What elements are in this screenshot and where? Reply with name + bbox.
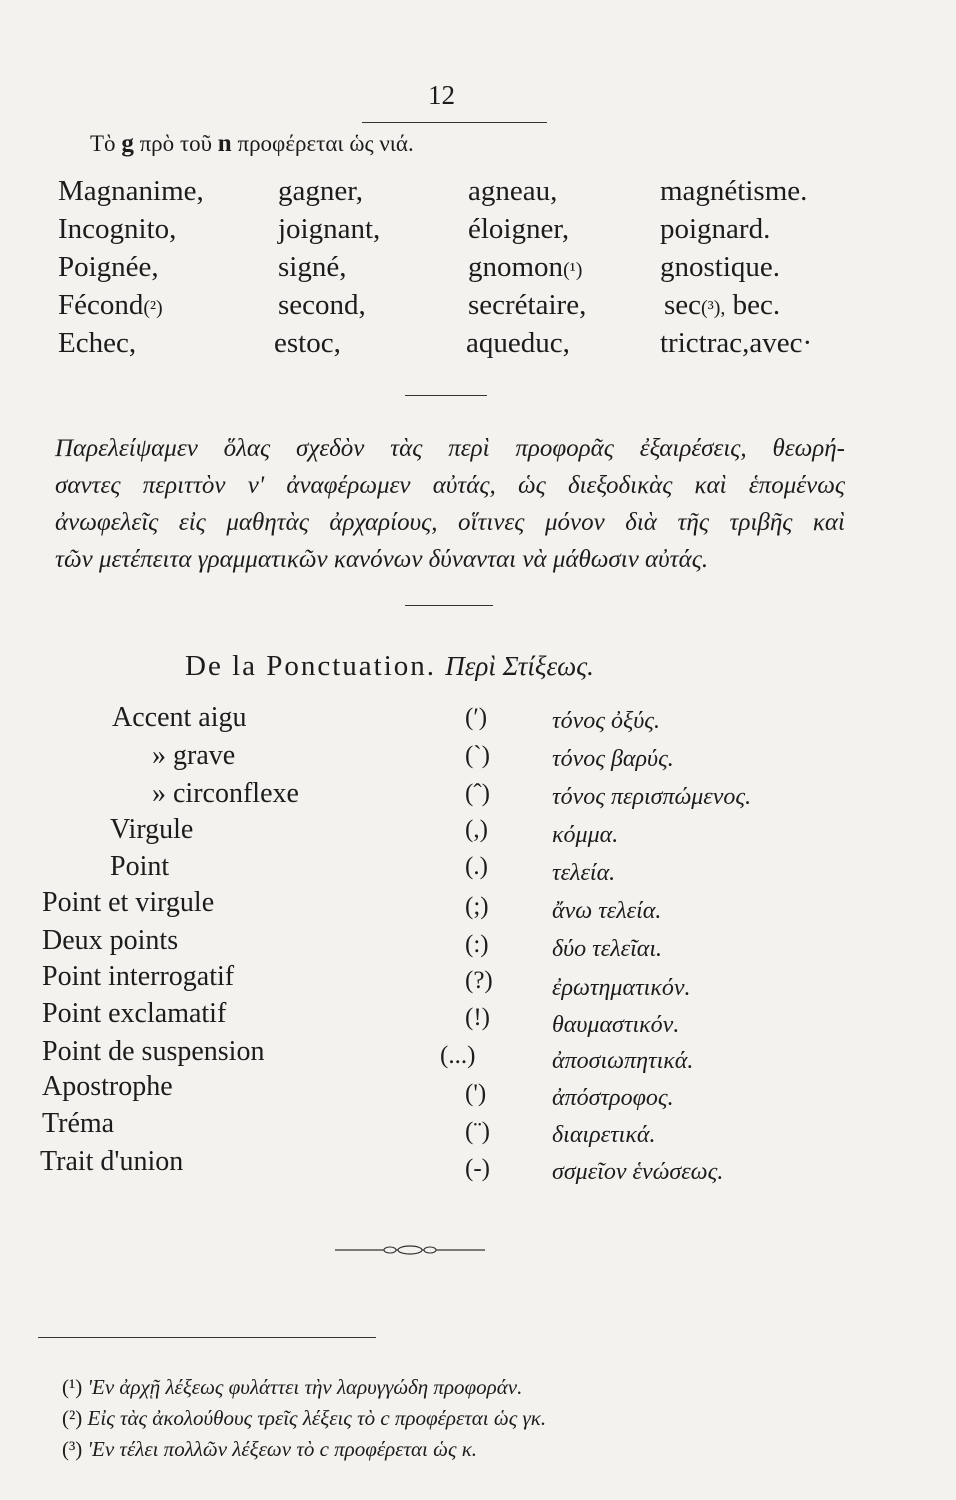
punct-name: Virgule bbox=[110, 814, 194, 845]
footnote-1 bbox=[62, 1375, 522, 1400]
greek-paragraph bbox=[55, 430, 845, 578]
punct-symbol: (;) bbox=[465, 893, 489, 920]
paragraph-line: Παρελείψαμεν ὅλας σχεδὸν τὰς περὶ προφορᾶς ἐξαιρέσεις, θεωρή- bbox=[55, 435, 845, 462]
punct-symbol: (,) bbox=[465, 816, 488, 843]
punct-greek: τελεία. bbox=[552, 860, 616, 886]
punct-name: Apostrophe bbox=[42, 1071, 173, 1102]
punct-symbol: (ʹ) bbox=[465, 704, 488, 731]
punct-name: Point interrogatif bbox=[42, 961, 235, 992]
punct-name: Point et virgule bbox=[42, 887, 215, 918]
intro-letter-n: n bbox=[217, 130, 232, 157]
example-word: Fécond bbox=[58, 289, 144, 321]
punct-symbol: (ˆ) bbox=[465, 780, 490, 807]
section-heading bbox=[185, 650, 594, 683]
ornament-divider bbox=[335, 1240, 485, 1260]
example-word-sec bbox=[664, 289, 780, 322]
punct-greek: θαυμαστικόν. bbox=[552, 1012, 680, 1038]
punct-greek: τόνος ὀξύς. bbox=[552, 708, 661, 734]
section-rule bbox=[405, 395, 487, 396]
footnote-ref-3: (³), bbox=[701, 297, 726, 319]
paragraph-line: τῶν μετέπειτα γραμματικῶν κανόνων δύνανται νὰ μάθωσιν αὐτάς. bbox=[55, 546, 709, 573]
example-word: trictrac,avec· bbox=[660, 327, 813, 359]
punct-greek: δύο τελεῖαι. bbox=[552, 936, 663, 962]
example-word: gnomon bbox=[468, 251, 564, 283]
punct-symbol: (...) bbox=[440, 1042, 476, 1069]
punct-name: Accent aigu bbox=[112, 702, 247, 733]
punct-name: » circonflexe bbox=[152, 778, 299, 809]
example-word: Magnanime, bbox=[58, 175, 204, 207]
punct-name: » grave bbox=[152, 740, 236, 771]
punct-greek: τόνος περισπώμενος. bbox=[552, 784, 752, 810]
punct-greek: σσμεῖον ἑνώσεως. bbox=[552, 1159, 724, 1185]
footnote-rule bbox=[38, 1337, 376, 1338]
punct-name: Trait d'union bbox=[40, 1146, 184, 1177]
punct-name: Point de suspension bbox=[42, 1036, 265, 1067]
header-rule bbox=[362, 122, 547, 123]
footnote-text: 'Εν τέλει πολλῶν λέξεων τὸ c προφέρεται ὡς κ. bbox=[87, 1437, 478, 1461]
example-word: gnostique. bbox=[660, 251, 781, 283]
example-word: Poignée, bbox=[58, 251, 159, 283]
punct-symbol: (:) bbox=[465, 931, 489, 958]
punct-name: Tréma bbox=[42, 1108, 115, 1139]
punct-greek: ἀπόστροφος. bbox=[552, 1085, 674, 1111]
section-rule bbox=[405, 605, 493, 606]
footnote-2 bbox=[62, 1406, 546, 1431]
footnote-text: Εἰς τὰς ἀκολούθους τρεῖς λέξεις τὸ c προφέρεται ὡς γκ. bbox=[87, 1406, 547, 1430]
intro-letter-g: g bbox=[121, 130, 134, 157]
example-word: bec. bbox=[732, 289, 781, 321]
example-word: secrétaire, bbox=[468, 289, 587, 321]
paragraph-line: σαντες περιττὸν ν' ἀναφέρωμεν αὐτάς, ὡς διεξοδικὰς καὶ ἑπομένως bbox=[55, 472, 845, 499]
example-word: estoc, bbox=[274, 327, 341, 359]
punct-symbol: (!) bbox=[465, 1004, 490, 1031]
punct-name: Point bbox=[110, 851, 170, 882]
example-word: aqueduc, bbox=[466, 327, 570, 359]
punct-name: Point exclamatif bbox=[42, 998, 227, 1029]
footnote-mark: (²) bbox=[62, 1406, 83, 1430]
intro-suffix: προφέρεται ὡς νιά. bbox=[237, 131, 414, 156]
footnote-ref-2: (²) bbox=[143, 297, 163, 319]
example-word: agneau, bbox=[468, 175, 558, 207]
heading-french: De la Ponctuation. bbox=[185, 650, 437, 682]
punct-greek: ἀποσιωπητικά. bbox=[552, 1048, 694, 1074]
example-word: signé, bbox=[278, 251, 347, 283]
punct-symbol: (') bbox=[465, 1080, 487, 1107]
punct-symbol: (?) bbox=[465, 967, 493, 994]
heading-greek: Περὶ Στίξεως. bbox=[445, 651, 594, 681]
footnote-ref-1: (¹) bbox=[563, 259, 583, 281]
punct-greek: ἄνω τελεία. bbox=[552, 898, 662, 924]
example-word: Incognito, bbox=[58, 213, 177, 245]
punct-name: Deux points bbox=[42, 925, 179, 956]
example-word: éloigner, bbox=[468, 213, 570, 245]
example-word: Echec, bbox=[58, 327, 137, 359]
page-number: 12 bbox=[428, 80, 455, 110]
punct-greek: κόμμα. bbox=[552, 822, 619, 848]
footnote-mark: (¹) bbox=[62, 1375, 83, 1399]
example-word: sec bbox=[664, 289, 702, 321]
punct-symbol: (ˋ) bbox=[465, 742, 490, 769]
punct-greek: ἐρωτηματικόν. bbox=[552, 975, 691, 1001]
example-word: poignard. bbox=[660, 213, 771, 245]
example-word: magnétisme. bbox=[660, 175, 808, 207]
punct-symbol: (.) bbox=[465, 853, 488, 880]
punct-symbol: (-) bbox=[465, 1155, 490, 1182]
example-word-fecond bbox=[58, 289, 163, 322]
intro-middle: πρὸ τοῦ bbox=[139, 131, 213, 156]
example-word: gagner, bbox=[278, 175, 363, 207]
paragraph-line: ἀνωφελεῖς εἰς μαθητὰς ἀρχαρίους, οἵτινες μόνον διὰ τῆς τριβῆς καὶ bbox=[55, 509, 845, 536]
example-word: second, bbox=[278, 289, 366, 321]
example-word: joignant, bbox=[278, 213, 381, 245]
footnote-3 bbox=[62, 1437, 477, 1462]
punct-greek: διαιρετικά. bbox=[552, 1122, 656, 1148]
intro-prefix: Τὸ bbox=[90, 131, 116, 156]
footnote-mark: (³) bbox=[62, 1437, 83, 1461]
example-word-gnomon bbox=[468, 251, 582, 284]
punct-symbol: (¨) bbox=[465, 1118, 490, 1145]
punct-greek: τόνος βαρύς. bbox=[552, 746, 674, 772]
footnote-text: 'Εν ἀρχῇ λέξεως φυλάττει τὴν λαρυγγώδη προφοράν. bbox=[87, 1375, 523, 1399]
intro-line bbox=[90, 130, 414, 158]
